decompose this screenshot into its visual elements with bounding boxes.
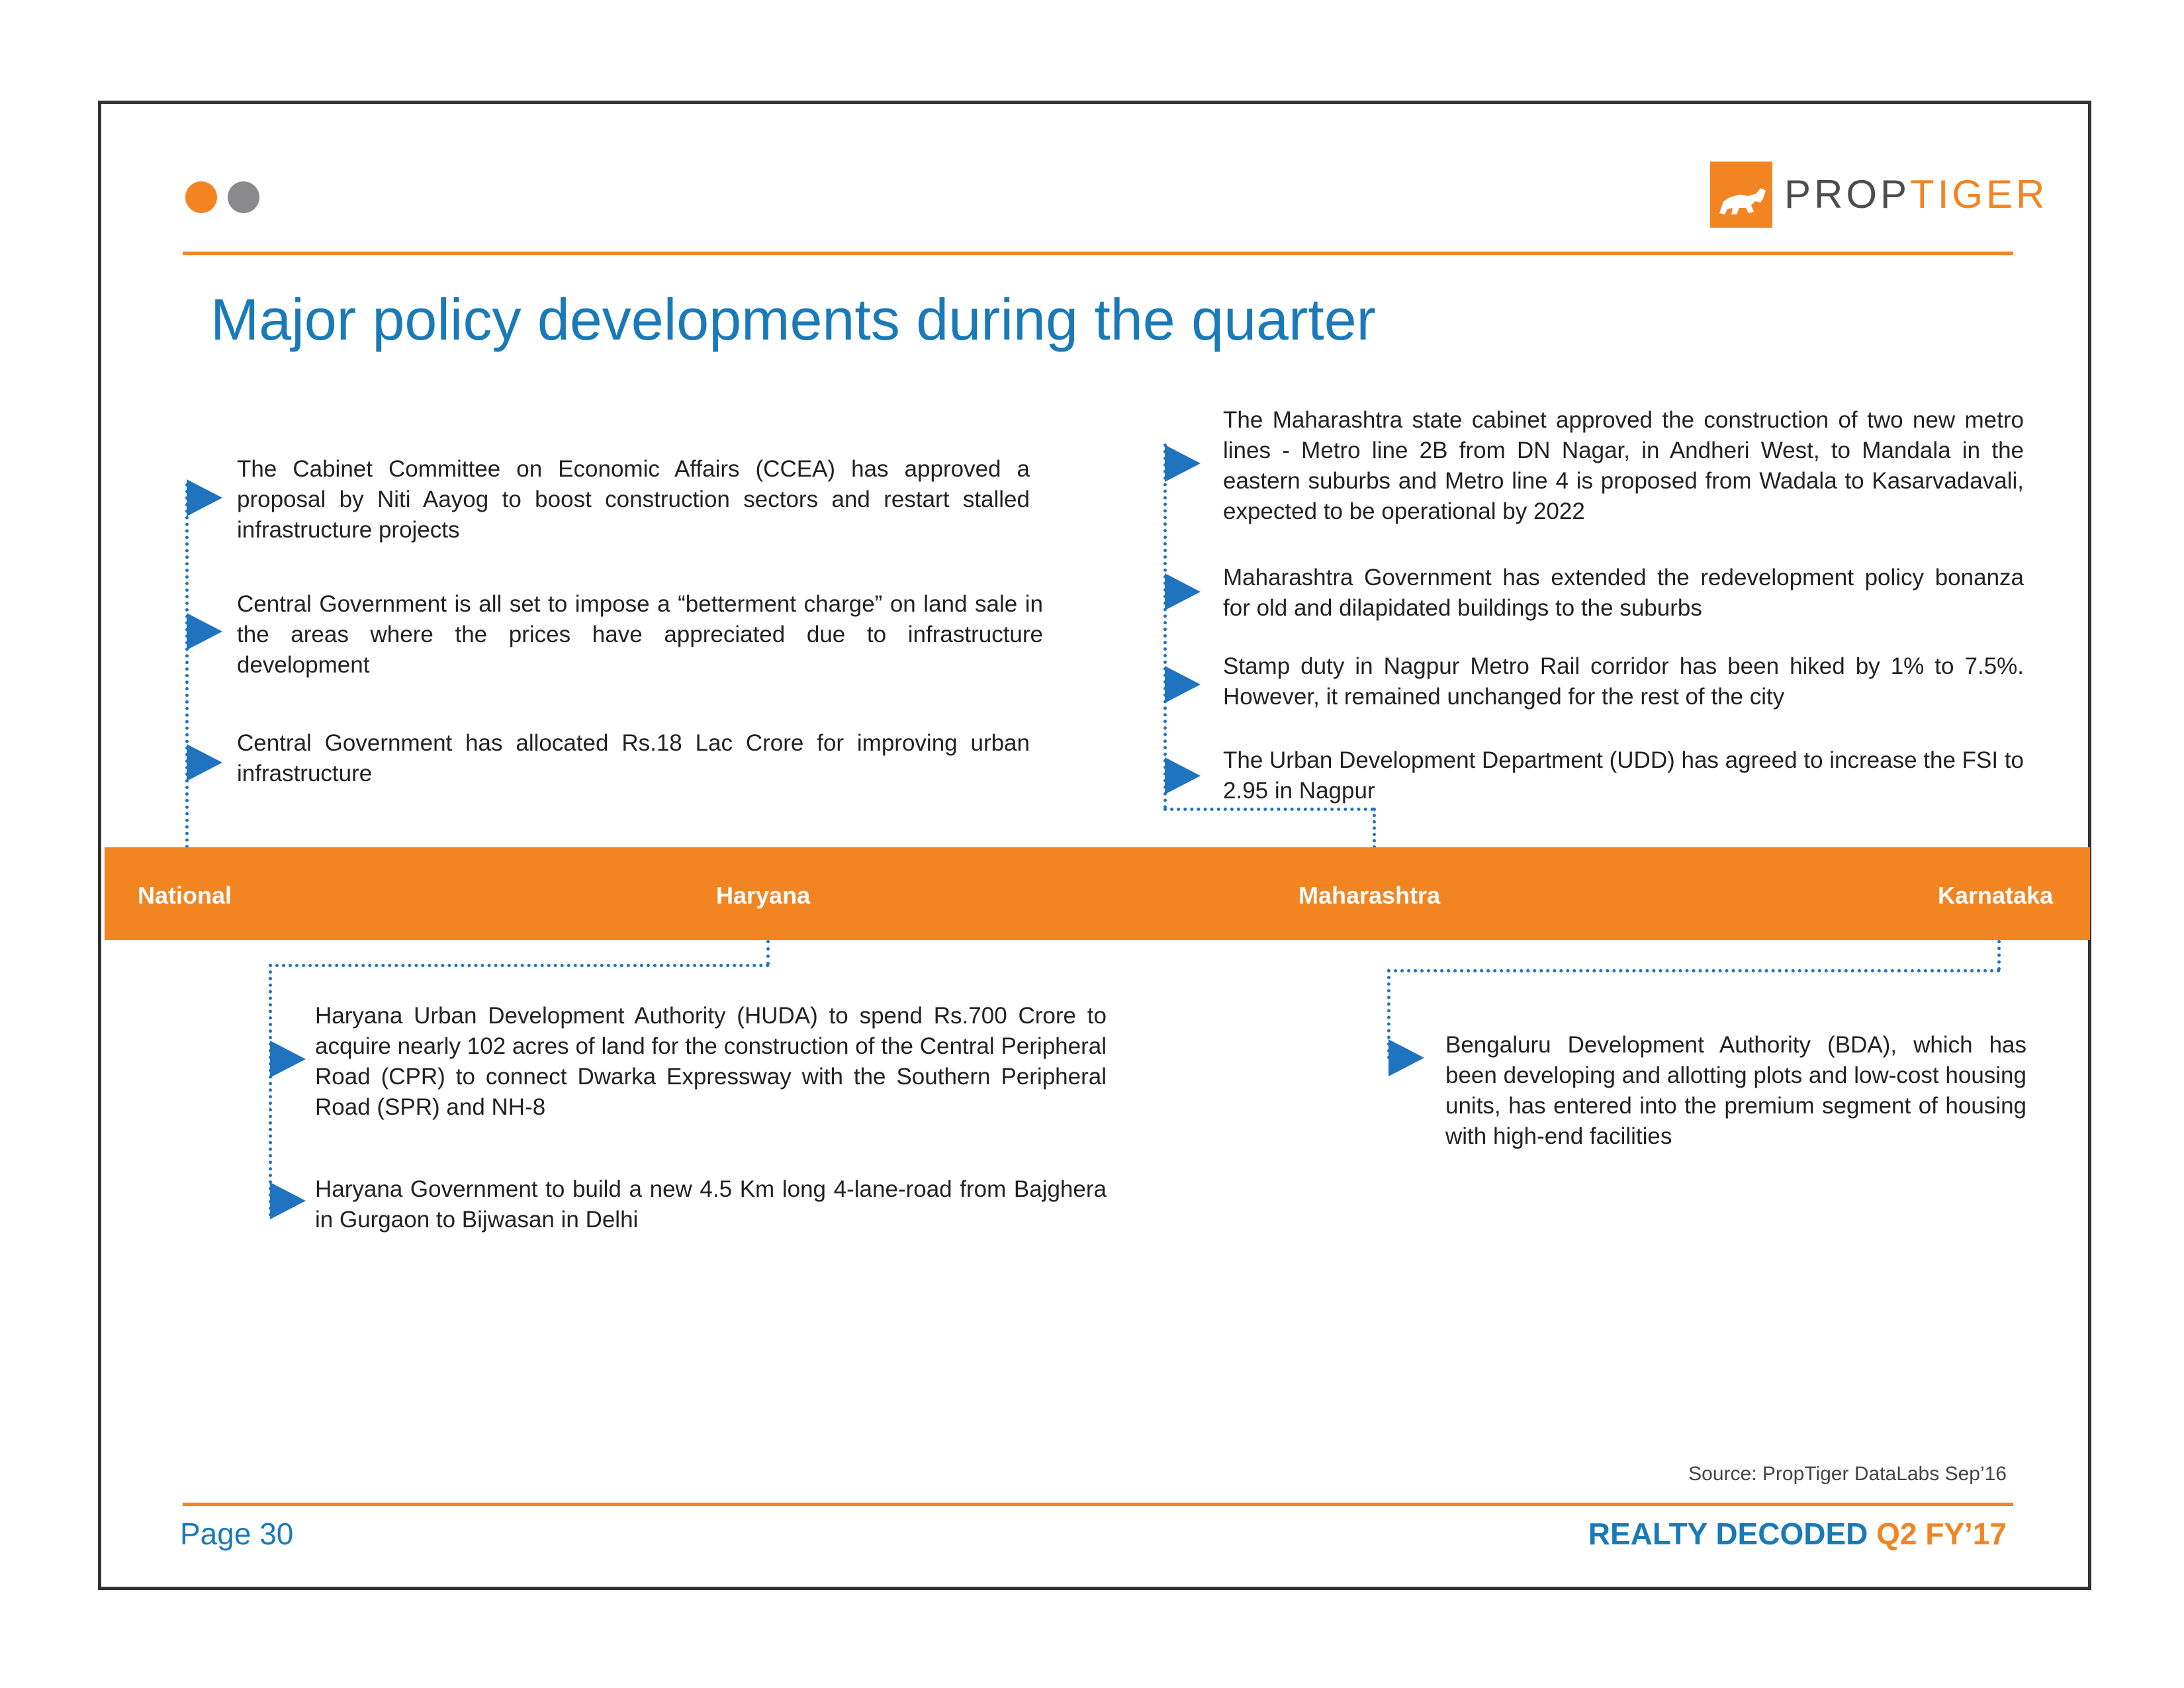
- logo-text-dark: PROP: [1784, 172, 1911, 216]
- haryana-connector-horizontal: [269, 964, 770, 967]
- bullet-arrow-icon: [1388, 1039, 1424, 1076]
- maharashtra-item: Stamp duty in Nagpur Metro Rail corridor has been hiked by 1% to 7.5%. However, it remained unchanged for the rest of the city: [1223, 653, 2024, 710]
- bullet-arrow-icon: [1165, 573, 1201, 610]
- karnataka-connector-drop: [1997, 940, 2001, 970]
- header-divider: [183, 252, 2013, 255]
- timeline-band: [105, 847, 2090, 940]
- karnataka-item: Bengaluru Development Authority (BDA), which has been developing and allotting plots and low-cost housing units, has entered into the premium segment of housing with high-end facilities: [1445, 1032, 2026, 1149]
- footer-divider: [183, 1503, 2013, 1506]
- proptiger-logo: [1710, 162, 2048, 228]
- grey-dot-icon: [228, 181, 259, 213]
- bullet-arrow-icon: [270, 1182, 306, 1219]
- national-connector: [185, 483, 189, 849]
- page-title: Major policy developments during the quarter: [210, 287, 1376, 352]
- report-brand: [1588, 1516, 2007, 1552]
- maharashtra-connector-horizontal: [1163, 808, 1374, 811]
- bullet-arrow-icon: [1165, 445, 1201, 482]
- maharashtra-connector-drop: [1373, 808, 1376, 849]
- bullet-arrow-icon: [187, 744, 222, 781]
- bullet-arrow-icon: [270, 1041, 306, 1078]
- bullet-arrow-icon: [1165, 757, 1201, 794]
- orange-dot-icon: [185, 181, 217, 213]
- maharashtra-connector-vertical: [1163, 444, 1167, 809]
- maharashtra-item: The Urban Development Department (UDD) has agreed to increase the FSI to 2.95 in Nagpur: [1223, 747, 2025, 804]
- national-item: The Cabinet Committee on Economic Affairs (CCEA) has approved a proposal by Niti Aayog to boost construction sectors and restart stalled infrastructure projects: [237, 456, 1030, 543]
- haryana-item: Haryana Urban Development Authority (HUDA) to spend Rs.700 Crore to acquire nearly 102 acres of land for the construction of the Central Peripheral Road (CPR) to connect Dwarka Expressway with the Southern Peripheral Road (SPR) and NH-8: [315, 1003, 1107, 1120]
- maharashtra-item: Maharashtra Government has extended the redevelopment policy bonanza for old and dilapidated buildings to the suburbs: [1223, 565, 2024, 621]
- logo-text-accent: TIGER: [1910, 172, 2048, 216]
- haryana-connector-vertical: [269, 964, 272, 1217]
- report-name: REALTY DECODED: [1588, 1517, 1868, 1551]
- national-item: Central Government is all set to impose a “betterment charge” on land sale in the areas where the prices have appreciated due to infrastructure development: [237, 591, 1043, 678]
- page-number: Page 30: [180, 1517, 294, 1551]
- report-quarter: Q2 FY’17: [1876, 1517, 2007, 1551]
- bullet-arrow-icon: [1165, 666, 1201, 703]
- haryana-connector-drop: [766, 940, 770, 965]
- region-label-haryana: Haryana: [716, 882, 811, 909]
- haryana-item: Haryana Government to build a new 4.5 Km long 4-lane-road from Bajghera in Gurgaon to Bijwasan in Delhi: [315, 1176, 1107, 1233]
- region-label-karnataka: Karnataka: [1938, 882, 2054, 909]
- logo-wordmark: [1784, 172, 2048, 216]
- bullet-arrow-icon: [187, 479, 222, 516]
- maharashtra-item: The Maharashtra state cabinet approved the construction of two new metro lines - Metro line 2B from DN Nagar, in Andheri West, to Mandala in the eastern suburbs and Metro line 4 is proposed from Wadala to Kasarvadavali, expected to be operational by 2022: [1223, 407, 2024, 524]
- tiger-logo-icon: [1710, 162, 1772, 228]
- region-label-maharashtra: Maharashtra: [1298, 882, 1441, 909]
- karnataka-connector-horizontal: [1387, 969, 2001, 972]
- bullet-arrow-icon: [187, 613, 222, 650]
- national-item: Central Government has allocated Rs.18 Lac Crore for improving urban infrastructure: [237, 730, 1030, 786]
- source-note: Source: PropTiger DataLabs Sep’16: [1688, 1463, 2007, 1485]
- region-label-national: National: [138, 882, 232, 909]
